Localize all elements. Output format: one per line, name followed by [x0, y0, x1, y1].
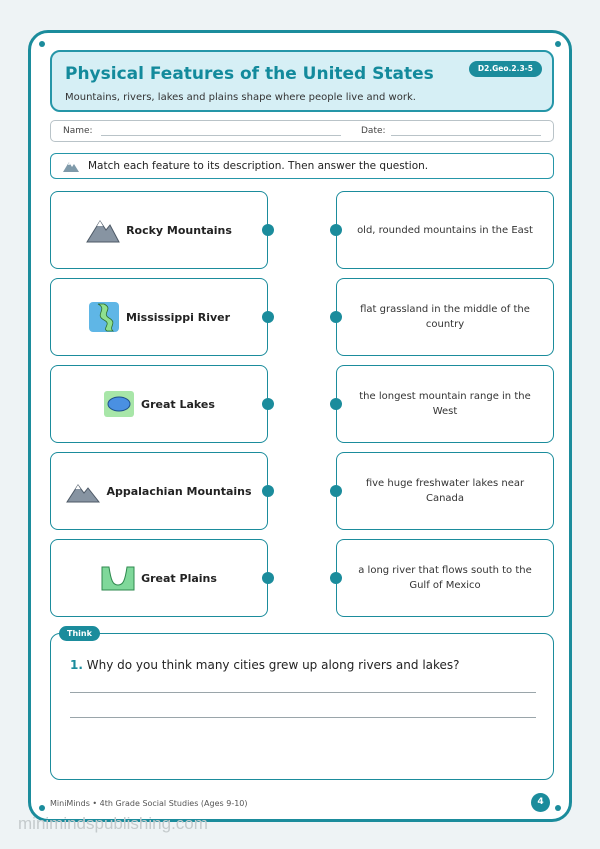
corner-dot — [39, 41, 45, 47]
mountain-icon — [86, 217, 120, 243]
feature-name: Great Plains — [141, 571, 217, 585]
match-dot[interactable] — [330, 224, 342, 236]
worksheet-page — [28, 30, 572, 822]
name-date-bar — [50, 120, 554, 142]
page-title: Physical Features of the United States — [65, 64, 434, 84]
standard-badge: D2.Geo.2.3-5 — [469, 61, 542, 77]
name-label: Name: — [63, 126, 93, 136]
answer-line[interactable] — [70, 717, 536, 718]
match-dot[interactable] — [262, 398, 274, 410]
lake-icon — [103, 390, 135, 418]
description-text: old, rounded mountains in the East — [357, 224, 533, 236]
mountain-icon — [63, 160, 79, 172]
question-number: 1. — [70, 658, 83, 672]
description-card[interactable] — [336, 452, 554, 530]
description-text: a long river that flows south to the Gulf of Mexico — [358, 565, 532, 591]
date-field[interactable] — [391, 135, 541, 136]
think-section — [50, 629, 554, 780]
feature-name: Mississippi River — [125, 310, 231, 324]
corner-dot — [555, 41, 561, 47]
match-dot[interactable] — [330, 485, 342, 497]
match-dot[interactable] — [262, 311, 274, 323]
footer-text: MiniMinds • 4th Grade Social Studies (Ages 9-10) — [50, 799, 248, 808]
match-dot[interactable] — [330, 398, 342, 410]
feature-name: Rocky Mountains — [126, 223, 232, 237]
description-text: five huge freshwater lakes near Canada — [365, 478, 525, 504]
river-icon — [88, 301, 120, 333]
feature-card-great-lakes[interactable] — [50, 365, 268, 443]
match-dot[interactable] — [262, 485, 274, 497]
title-banner — [50, 50, 554, 112]
corner-dot — [555, 805, 561, 811]
instructions-text: Match each feature to its description. Then answer the question. — [88, 160, 429, 172]
question — [70, 658, 460, 672]
page-number: 4 — [531, 793, 550, 812]
question-text: Why do you think many cities grew up along rivers and lakes? — [86, 658, 460, 672]
date-label: Date: — [361, 126, 386, 136]
description-text: the longest mountain range in the West — [359, 391, 531, 417]
match-dot[interactable] — [262, 224, 274, 236]
description-card[interactable] — [336, 539, 554, 617]
description-text: flat grassland in the middle of the country — [360, 304, 530, 330]
description-card[interactable] — [336, 191, 554, 269]
watermark: minimindspublishing.com — [18, 814, 208, 833]
description-card[interactable] — [336, 278, 554, 356]
match-dot[interactable] — [330, 311, 342, 323]
match-dot[interactable] — [330, 572, 342, 584]
instructions-bar — [50, 153, 554, 179]
answer-line[interactable] — [70, 692, 536, 693]
think-tag: Think — [59, 626, 100, 641]
page-subtitle: Mountains, rivers, lakes and plains shape where people live and work. — [65, 92, 416, 103]
feature-name: Appalachian Mountains — [106, 484, 252, 498]
mountain-icon — [66, 479, 100, 503]
feature-card-appalachian-mountains[interactable] — [50, 452, 268, 530]
feature-card-great-plains[interactable] — [50, 539, 268, 617]
feature-name: Great Lakes — [141, 397, 215, 411]
description-card[interactable] — [336, 365, 554, 443]
name-field[interactable] — [101, 135, 341, 136]
corner-dot — [39, 805, 45, 811]
feature-card-rocky-mountains[interactable] — [50, 191, 268, 269]
match-dot[interactable] — [262, 572, 274, 584]
feature-card-mississippi-river[interactable] — [50, 278, 268, 356]
valley-icon — [101, 565, 135, 591]
